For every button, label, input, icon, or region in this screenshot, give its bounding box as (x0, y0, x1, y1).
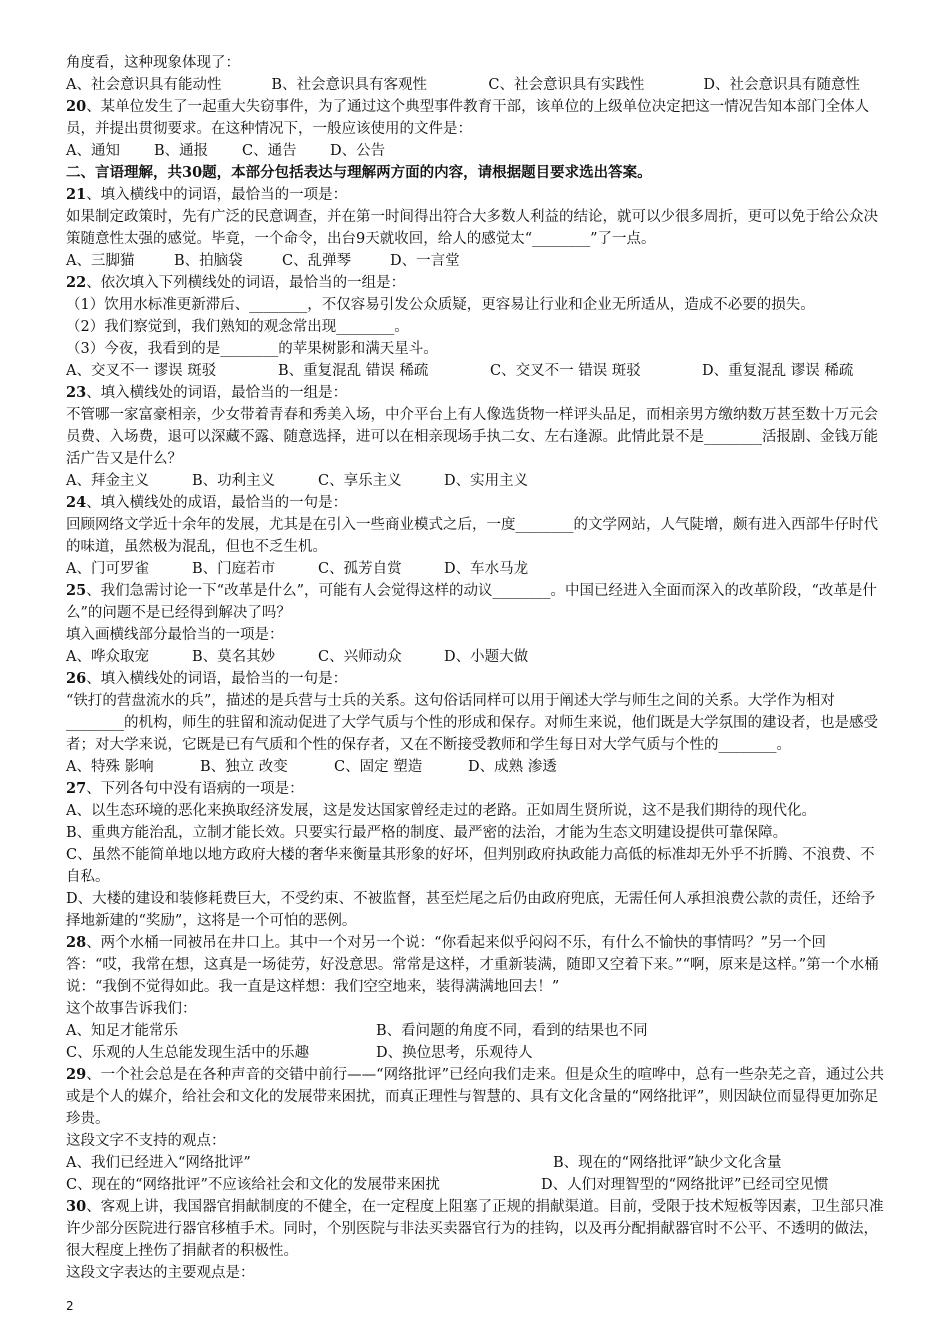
q20-options (66, 140, 886, 162)
q26-option-c: C、固定 塑造 (334, 759, 423, 775)
q27-number: 27 (66, 780, 87, 797)
q28-stem: 这个故事告诉我们： (66, 1001, 197, 1017)
q26-stem: 、填入横线处的词语，最恰当的一句是： (86, 671, 348, 687)
q23-stem-line (66, 382, 886, 404)
q29-stem: 这段文字不支持的观点： (66, 1133, 226, 1149)
q29-option-b: B、现在的“网络批评”缺少文化含量 (553, 1155, 782, 1171)
q23-option-c: C、享乐主义 (318, 473, 402, 489)
q28-number: 28 (66, 934, 87, 951)
q24-number: 24 (66, 494, 87, 511)
q19-option-c: C、社会意识具有实践性 (488, 77, 645, 93)
q19-option-a: A、社会意识具有能动性 (66, 77, 222, 93)
q29-option-c: C、现在的“网络批评”不应该给社会和文化的发展带来困扰 (66, 1177, 440, 1193)
q23-option-b: B、功利主义 (192, 473, 276, 489)
q29-question (66, 1064, 886, 1130)
q30-stem: 这段文字表达的主要观点是： (66, 1265, 255, 1281)
q23-option-d: D、实用主义 (444, 473, 529, 489)
q26-option-d: D、成熟 渗透 (468, 759, 557, 775)
q28-option-d: D、换位思考，乐观待人 (376, 1045, 533, 1061)
q21-option-d: D、一言堂 (390, 253, 460, 269)
q24-option-a: A、门可罗雀 (66, 561, 149, 577)
q27-option-b: B、重典方能治乱，立制才能长效。只要实行最严格的制度、最严密的法治，才能为生态文明建设提供可靠保障。 (66, 825, 788, 841)
q27-stem-line (66, 778, 886, 800)
q23-number: 23 (66, 384, 87, 401)
q25-option-a: A、哗众取宠 (66, 649, 149, 665)
q22-sentence-1: （1）饮用水标准更新滞后、________，不仅容易引发公众质疑，更容易让行业和企业无所适从，造成不必要的损失。 (66, 297, 815, 313)
section-2-heading: 二、言语理解，共30题，本部分包括表达与理解两方面的内容，请根据题目要求选出答案。 (66, 164, 652, 181)
q21-stem: 、填入横线中的词语，最恰当的一项是： (86, 187, 348, 203)
q24-option-d: D、车水马龙 (444, 561, 529, 577)
q29-options-row-1 (66, 1152, 886, 1174)
q26-number: 26 (66, 670, 87, 687)
q21-option-a: A、三脚猫 (66, 253, 135, 269)
q26-stem-line (66, 668, 886, 690)
q27-option-d: D、大楼的建设和装修耗费巨大，不受约束、不被监督，甚至烂尾之后仍由政府兜底，无需任何人承担浪费公款的责任，还给予择地新建的“奖励”，这将是一个可怕的恶例。 (66, 891, 876, 929)
q24-option-c: C、孤芳自赏 (318, 561, 402, 577)
q24-stem: 、填入横线处的成语，最恰当的一句是： (86, 495, 348, 511)
q21-stem-line (66, 184, 886, 206)
q22-options (66, 360, 886, 382)
q29-option-a: A、我们已经进入“网络批评” (66, 1155, 251, 1171)
q21-option-c: C、乱弹琴 (282, 253, 352, 269)
q22-stem: 、依次填入下列横线处的词语，最恰当的一组是： (86, 275, 406, 291)
q22-option-b: B、重复混乱 错误 稀疏 (278, 363, 429, 379)
q28-options (66, 1020, 886, 1064)
q28-option-a: A、知足才能常乐 (66, 1023, 178, 1039)
q27-stem: 、下列各句中没有语病的一项是： (86, 781, 304, 797)
q26-options (66, 756, 886, 778)
q25-option-c: C、兴师动众 (318, 649, 402, 665)
q22-sentence-2: （2）我们察觉到，我们熟知的观念常出现________。 (66, 319, 409, 335)
q20-question (66, 96, 886, 140)
q22-number: 22 (66, 274, 87, 291)
document-page (66, 52, 886, 1284)
q30-question (66, 1196, 886, 1262)
q19-tail: 角度看，这种现象体现了： (66, 55, 240, 71)
q22-stem-line (66, 272, 886, 294)
q20-number: 20 (66, 98, 87, 115)
q20-option-b: B、通报 (154, 143, 209, 159)
q28-question (66, 932, 886, 998)
q26-text: “铁打的营盘流水的兵”，描述的是兵营与士兵的关系。这句俗话同样可以用于阐述大学与师生之间的关系。大学作为相对________的机构，师生的驻留和流动促进了大学气质与个性的形成和保存。对师生来说，他们既是大学氛围的建设者，也是感受者；对大学来说，它既是已有气质和个性的保存者，又在不断接受教师和学生每日对大学气质与个性的________。 (66, 693, 878, 753)
q23-stem: 、填入横线处的词语，最恰当的一组是： (86, 385, 348, 401)
q28-text: 、两个水桶一同被吊在井口上。其中一个对另一个说：“你看起来似乎闷闷不乐，有什么不愉快的事情吗？”另一个回答：“哎，我常在想，这真是一场徒劳，好没意思。常常是这样，才重新装满，随即又空着下来。”“啊，原来是这样。”第一个水桶说：“我倒不觉得如此。我一直是这样想：我们空空地来，装得满满地回去！” (66, 935, 879, 995)
q19-option-d: D、社会意识具有随意性 (703, 77, 860, 93)
q25-question (66, 580, 886, 624)
q21-option-b: B、拍脑袋 (174, 253, 243, 269)
q22-sentence-3: （3）今夜，我看到的是________的苹果树影和满天星斗。 (66, 341, 438, 357)
q21-text: 如果制定政策时，先有广泛的民意调查，并在第一时间得出符合大多数人利益的结论，就可以少很多周折，更可以免于给公众决策随意性太强的感觉。毕竟，一个命令，出台9天就收回，给人的感觉太“________”了一点。 (66, 209, 878, 247)
q22-option-d: D、重复混乱 谬误 稀疏 (702, 363, 854, 379)
q26-option-b: B、独立 改变 (200, 759, 288, 775)
q21-options (66, 250, 886, 272)
q23-options (66, 470, 886, 492)
page-number: 2 (66, 1299, 74, 1313)
q20-option-c: C、通告 (242, 143, 297, 159)
q25-option-d: D、小题大做 (444, 649, 529, 665)
q29-number: 29 (66, 1066, 87, 1083)
q20-option-a: A、通知 (66, 143, 120, 159)
q24-stem-line (66, 492, 886, 514)
q23-option-a: A、拜金主义 (66, 473, 149, 489)
q28-option-c: C、乐观的人生总能发现生活中的乐趣 (66, 1045, 310, 1061)
q20-option-d: D、公告 (330, 143, 386, 159)
q25-number: 25 (66, 582, 87, 599)
q29-text: 、一个社会总是在各种声音的交错中前行——“网络批评”已经向我们走来。但是众生的喧哗中，总有一些杂芜之音，通过公共或是个人的媒介，给社会和文化的发展带来困扰，而真正理性与智慧的、具有文化含量的“网络批评”，则因缺位而显得更加弥足珍贵。 (66, 1067, 885, 1127)
q25-stem: 填入画横线部分最恰当的一项是： (66, 627, 284, 643)
q23-text: 不管哪一家富豪相亲，少女带着青春和秀美入场，中介平台上有人像选货物一样评头品足，而相亲男方缴纳数万甚至数十万元会员费、入场费，退可以深藏不露、随意选择，进可以在相亲现场手执二女、左右逢源。此情此景不是________活报剧、金钱万能活广告又是什么？ (66, 407, 878, 467)
q26-option-a: A、特殊 影响 (66, 759, 154, 775)
q24-text: 回顾网络文学近十余年的发展，尤其是在引入一些商业模式之后，一度________的文学网站，人气陡增，颇有进入西部牛仔时代的味道，虽然极为混乱，但也不乏生机。 (66, 517, 878, 555)
q28-option-b: B、看问题的角度不同，看到的结果也不同 (376, 1023, 648, 1039)
q24-option-b: B、门庭若市 (192, 561, 276, 577)
q30-number: 30 (66, 1198, 87, 1215)
q25-text: 、我们急需讨论一下“改革是什么”，可能有人会觉得这样的动议________。中国已经进入全面而深入的改革阶段，“改革是什么”的问题不是已经得到解决了吗？ (66, 583, 877, 621)
q27-option-a: A、以生态环境的恶化来换取经济发展，这是发达国家曾经走过的老路。正如周生贤所说，这不是我们期待的现代化。 (66, 803, 816, 819)
q24-options (66, 558, 886, 580)
q30-text: 、客观上讲，我国器官捐献制度的不健全，在一定程度上阻塞了正规的捐献渠道。目前，受限于技术短板等因素，卫生部只准许少部分医院进行器官移植手术。同时，个别医院与非法买卖器官行为的挂钩，以及再分配捐献器官时不公平、不透明的做法，很大程度上挫伤了捐献者的积极性。 (66, 1199, 884, 1259)
q21-number: 21 (66, 186, 87, 203)
q20-text: 、某单位发生了一起重大失窃事件，为了通过这个典型事件教育干部，该单位的上级单位决定把这一情况告知本部门全体人员，并提出贯彻要求。在这种情况下，一般应该使用的文件是： (66, 99, 870, 137)
q25-options (66, 646, 886, 668)
q22-option-a: A、交叉不一 谬误 斑驳 (66, 363, 217, 379)
q25-option-b: B、莫名其妙 (192, 649, 276, 665)
q19-option-b: B、社会意识具有客观性 (271, 77, 428, 93)
q29-option-d: D、人们对理智型的“网络批评”已经司空见惯 (541, 1177, 829, 1193)
q19-options (66, 74, 886, 96)
q22-option-c: C、交叉不一 错误 斑驳 (490, 363, 641, 379)
q29-options-row-2 (66, 1174, 886, 1196)
q27-option-c: C、虽然不能简单地以地方政府大楼的奢华来衡量其形象的好坏，但判别政府执政能力高低的标准却无外乎不折腾、不浪费、不自私。 (66, 847, 875, 885)
